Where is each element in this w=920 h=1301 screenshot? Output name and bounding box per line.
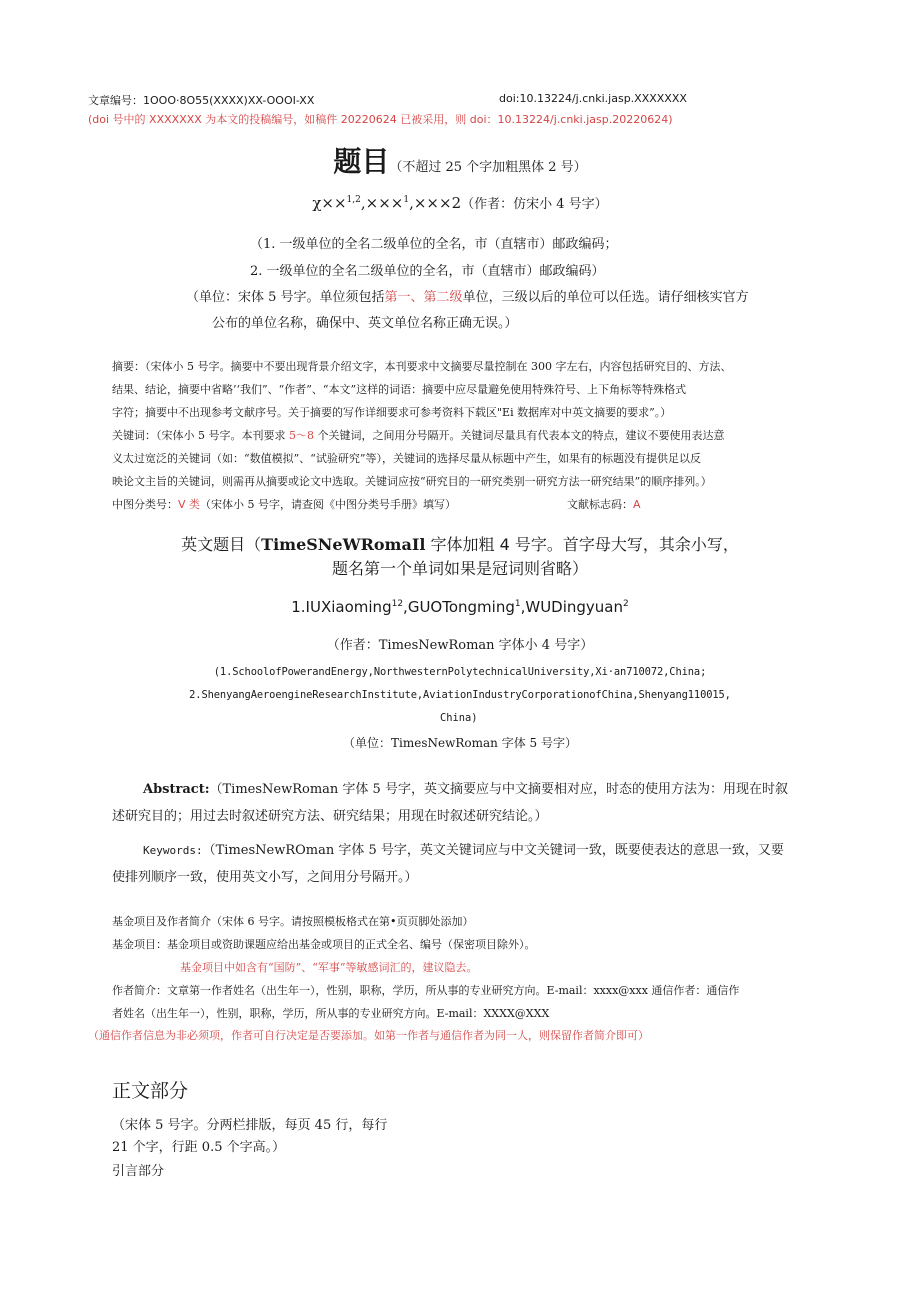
affiliation-levels-highlight: 第一、第二级 — [384, 290, 463, 305]
classification-value: V 类 — [178, 498, 201, 511]
authors-en: 1.IUXiaoming$^{12}$,GUOTongming$^1$,WUDingyuan$^2$ — [291, 598, 629, 616]
affiliation-line-1: （1. 一级单位的全名二级单位的全名，市（直辖市）邮政编码； — [250, 237, 618, 252]
abstract-cn-line-3: 字符；摘要中不出现参考文献序号。关于摘要的写作详细要求可参考资料下载区"Ei 数据库对中英文摘要的要求”。） — [112, 406, 672, 419]
title-en-line-2: 题名第一个单词如果是冠词则省略） — [331, 559, 588, 578]
author-bio-line-2: 者姓名（出生年一），性别，职称，学历，所从事的专业研究方向。E-mail：XXXX@XXX — [112, 1007, 550, 1020]
doi — [499, 92, 687, 105]
fund-intro: 基金项目及作者简介（宋体 6 号字。请按照模板格式在第•页页脚处添加） — [112, 915, 474, 928]
affiliation-note-line-2: 公布的单位名称，确保中、英文单位名称正确无误。） — [212, 316, 518, 331]
abstract-en-line-2: 述研究目的；用过去时叙述研究方法、研究结果；用现在时叙述研究结论。） — [112, 809, 548, 824]
body-heading: 正文部分 — [112, 1080, 189, 1102]
abstract-cn-line-1: 摘要：（宋体小 5 号字。摘要中不要出现背景介绍文字，本刊要求中文摘要尽量控制在 300 字左右，内容包括研究目的、方法、 — [112, 360, 732, 373]
authors-en-note: （作者：TimesNewRoman 字体小 4 号字） — [326, 638, 594, 653]
document-code: 文献标志码：A — [567, 498, 641, 511]
keywords-en-line-2: 使排列顺序一致，使用英文小写，之间用分号隔开。） — [112, 870, 418, 885]
keywords-en-line-1: Keywords:（TimesNewROman 字体 5 号字，英文关键词应与中文关键词一致，既要使表达的意思一致，又要 — [143, 843, 784, 858]
doi-text: doi:10.13224/j.cnki.jasp.XXXXXXX — [499, 92, 687, 105]
affiliation-line-2: 2. 一级单位的全名二级单位的全名，市（直辖市）邮政编码） — [250, 264, 605, 279]
classification-number: 中图分类号：V 类（宋体小 5 号字，请查阅《中图分类号手册》填写） — [112, 498, 457, 511]
title-en-line-1: 英文题目（TimeSNeWRomaIl 字体加粗 4 号字。首字母大写，其余小写， — [181, 535, 739, 554]
fund-line: 基金项目：基金项目或资助课题应给出基金或项目的正式全名、编号（保密项目除外）。 — [112, 938, 536, 951]
title-note: （不超过 25 个字加粗黑体 2 号） — [389, 160, 587, 175]
abstract-en-line-1: Abstract:（TimesNewRoman 字体 5 号字，英文摘要应与中文摘要相对应，时态的使用方法为：用现在时叙 — [143, 782, 788, 797]
keyword-count-highlight: 5～8 — [289, 429, 314, 442]
introduction-heading: 引言部分 — [112, 1164, 165, 1179]
author-note: （作者：仿宋小 4 号字） — [461, 197, 608, 212]
affiliation-en-line-3: China) — [440, 712, 478, 724]
affiliation-note-line-1: （单位：宋体 5 号字。单位须包括第一、第二级单位，三级以后的单位可以任选。请仔细核实官方 — [186, 290, 749, 305]
author-bio-line-1: 作者简介：文章第一作者姓名（出生年一），性别，职称，学历，所从事的专业研究方向。E-mail：xxxx@xxx 通信作者：通信作 — [112, 984, 740, 997]
keywords-cn-line-1: 关键词：（宋体小 5 号字。本刊要求 5～8 个关键词，之间用分号隔开。关键词尽量具有代表本文的特点，建议不要使用表达意 — [112, 429, 725, 442]
abstract-en-label: Abstract: — [143, 782, 210, 797]
doi-note: (doi 号中的 XXXXXXX 为本文的投稿编号，如稿件 20220624 已被采用，则 doi：10.13224/j.cnki.jasp.20220624) — [88, 113, 673, 126]
author-line — [0, 193, 920, 212]
keywords-en-label: Keywords: — [143, 844, 203, 857]
page-title — [0, 145, 920, 185]
article-number: 文章编号：1OOO·8O55(XXXX)XX-OOOI-XX — [88, 94, 315, 107]
affiliation-en-note: （单位：TimesNewRoman 字体 5 号字） — [343, 736, 577, 750]
abstract-cn-line-2: 结果、结论，摘要中省略’‘我们”、“作者”、“本文”这样的词语：摘要中应尽量避免使用特殊符号、上下角标等特殊格式 — [112, 383, 687, 396]
keywords-cn-line-2: 义太过宽泛的关键词（如：“数值模拟”、“试验研究”等），关键词的选择尽量从标题中产生，如果有的标题没有提供足以反 — [112, 452, 701, 465]
author-names: χ××$^{1,2}$,×××$^1$,×××2 — [312, 194, 462, 212]
corresponding-author-note: （通信作者信息为非必须项，作者可自行决定是否要添加。如第一作者与通信作者为同一人，则保留作者简介即可） — [88, 1029, 649, 1042]
keywords-cn-line-3: 映论文主旨的关键词，则需再从摘要或论文中选取。关键词应按“研究目的一研究类别一研究方法一研究结果”的顺序排列。） — [112, 475, 712, 488]
fund-warning: 基金项目中如含有“国防”、“军事”等敏感词汇的，建议隐去。 — [180, 961, 478, 974]
body-note-line-2: 21 个字，行距 0.5 个字高。） — [112, 1140, 286, 1155]
body-note-line-1: （宋体 5 号字。分两栏排版，每页 45 行，每行 — [112, 1118, 388, 1133]
affiliation-en-line-1: (1.SchoolofPowerandEnergy,NorthwesternPolytechnicalUniversity,Xi·an710072,China; — [213, 666, 707, 678]
affiliation-en-line-2: 2.ShenyangAeroengineResearchInstitute,AviationIndustryCorporationofChina,Shenyang110015, — [189, 689, 731, 701]
title-en-font-name: TimeSNeWRomaIl — [261, 535, 426, 554]
document-code-value: A — [633, 498, 641, 511]
title-main: 题目 — [333, 145, 390, 178]
